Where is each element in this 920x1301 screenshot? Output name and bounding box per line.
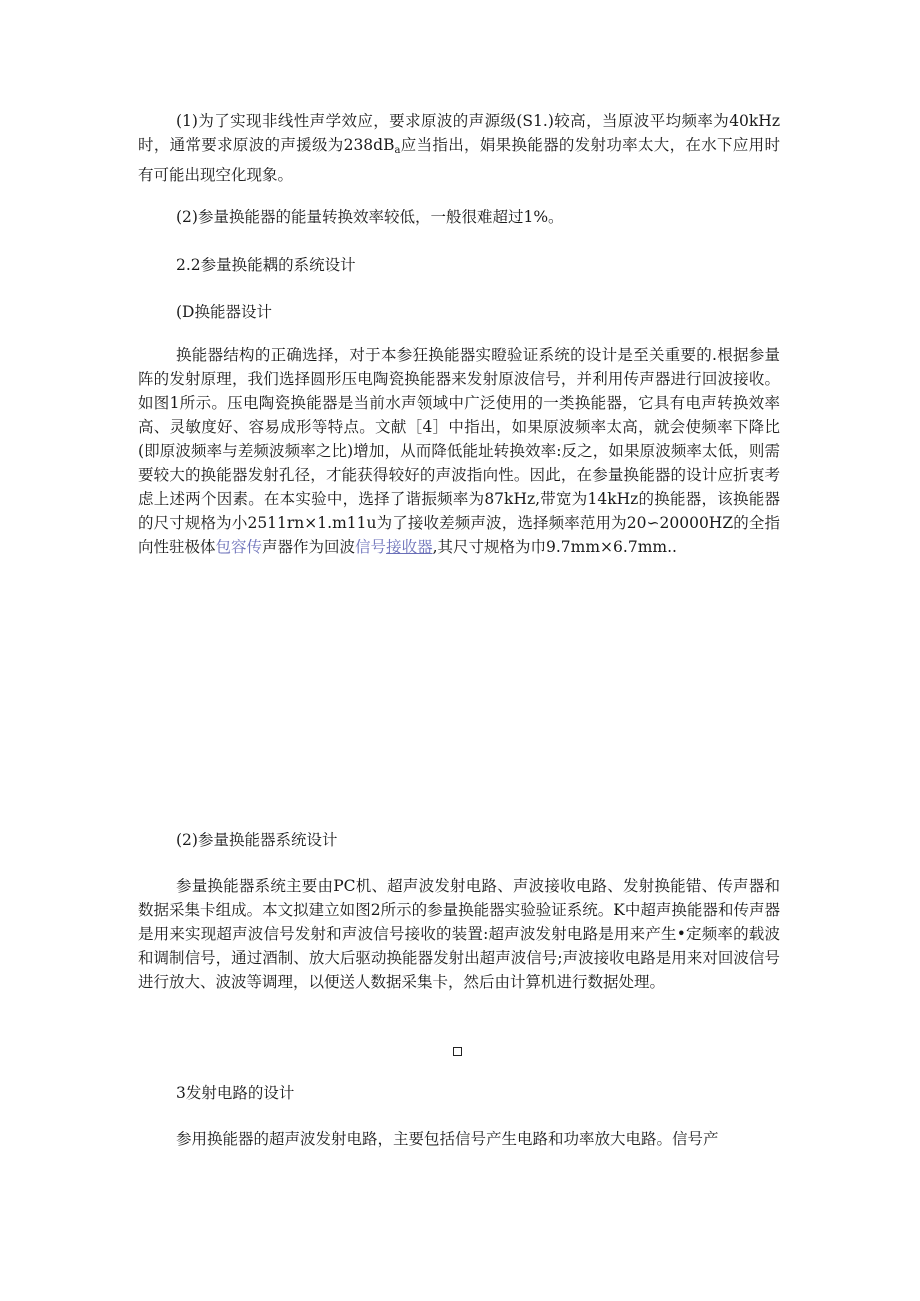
link-signal[interactable]: 信号 [355, 538, 387, 556]
subsection-heading-system-design: (2)参量换能器系统设计 [176, 831, 338, 849]
paragraph-3 [138, 343, 780, 559]
section-heading-3: 3发射电路的设计 [176, 1084, 295, 1102]
paragraph-4: 参量换能器系统主要由PC机、超声波发射电路、声波接收电路、发射换能错、传声器和数据采集卡组成。本文拟建立如图2所示的参量换能器实验验证系统。K中超声换能器和传声器是用来实现超声波信号发射和声波信号接收的装置:超声波发射电路是用来产生•定频率的载波和调制信号，通过酒制、放大后驱动换能器发射出超声波信号;声波接收电路是用来对回波信号进行放大、波波等调理，以便送人数据采集卡，然后由计算机进行数据处理。 [138, 877, 780, 991]
paragraph-3-text-mid: 声器作为回波 [262, 538, 356, 556]
figure-placeholder-icon [453, 1047, 462, 1056]
paragraph-3-text-end: ,其尺寸规格为巾9.7mm×6.7mm.. [432, 538, 677, 556]
section-heading-2-2: 2.2参量换能耦的系统设计 [176, 256, 356, 274]
paragraph-1-subscript: a [394, 145, 401, 156]
subsection-heading-transducer-design: (D换能器设计 [176, 303, 272, 321]
link-receiver[interactable]: 接收器 [386, 538, 433, 556]
paragraph-5: 参用换能器的超声波发射电路，主要包括信号产生电路和功率放大电路。信号产 [176, 1130, 719, 1148]
paragraph-3-text: 换能器结构的正确选择，对于本参狂换能器实瞪验证系统的设计是至关重要的.根据参量阵的发射原理，我们选择圆形压电陶瓷换能器来发射原波信号，并利用传声器进行回波接收。如图1所示。压电陶瓷换能器是当前水声领域中广泛使用的一类换能器，它具有电声转换效率高、灵敏度好、容易成形等特点。文献［4］中指出，如果原波频率太高，就会使频率下降比(即原波频率与差频波频率之比)增加，从而降低能址转换效率:反之，如果原波频率太低，则需要较大的换能器发射孔径，才能获得较好的声波指向性。因此，在参量换能器的设计应折衷考虑上述两个因素。在本实验中，选择了谐振频率为87kHz,带宽为14kHz的换能器，该换能器的尺寸规格为小2511rn×1.m11u为了接收差频声波，选择频率范用为20∽20000HZ的全指向性驻极体 [138, 346, 780, 556]
paragraph-1-text-b: 应当指出，娟果换能器的发射功率太大，在水下应用时有可能出现空化现象。 [138, 136, 780, 184]
paragraph-2: (2)参量换能器的能量转换效率较低，一般很难超过1%。 [176, 208, 564, 226]
link-microphone[interactable]: 包容传 [215, 538, 263, 556]
paragraph-1-text-a: (1)为了实现非线性声学效应，要求原波的声源级(S1.)较高，当原波平均频率为40kHz时，通常要求原波的声援级为238dB [138, 112, 780, 154]
paragraph-1 [138, 109, 780, 187]
